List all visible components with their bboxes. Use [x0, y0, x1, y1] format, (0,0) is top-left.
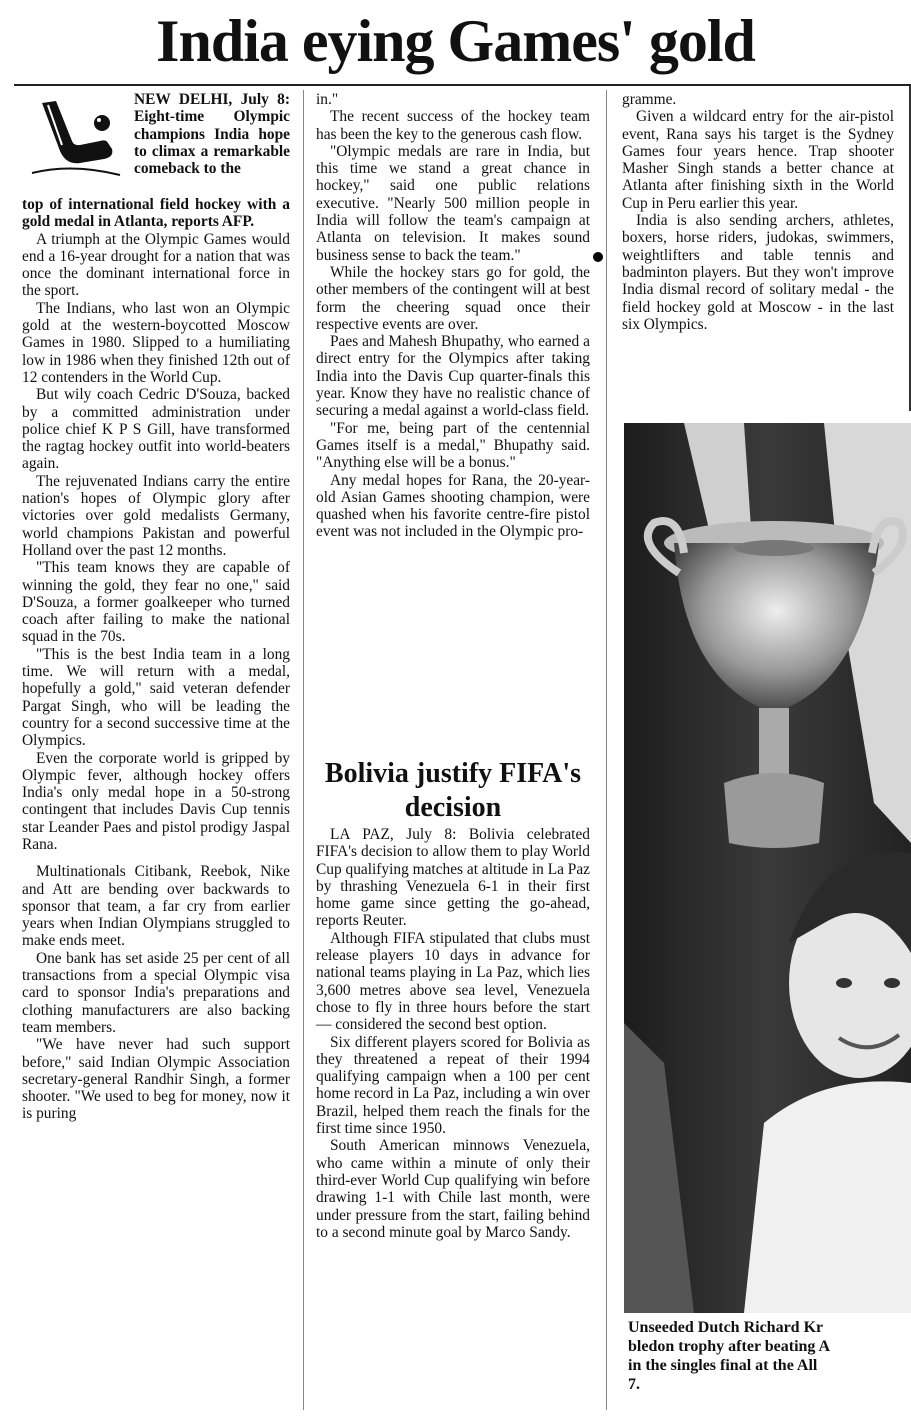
paragraph: "This is the best India team in a long time. We will return with a medal, hopefully a gold," said veteran defender Pargat Singh, who will be leading the country for a second successive time at the Olympics.	[22, 645, 290, 750]
trophy-photo	[624, 423, 911, 1313]
print-dot	[593, 252, 603, 262]
paragraph: Any medal hopes for Rana, the 20-year-old Asian Games shooting champion, were quashed when his favorite centre-fire pistol event was not included in the Olympic pro-	[316, 471, 590, 541]
paragraph: gramme.	[622, 91, 677, 108]
paragraph: The rejuvenated Indians carry the entire nation's hopes of Olympic glory after victories over gold medalists Germany, world champions Pakistan and powerful Holland over the past 12 months.	[22, 472, 290, 559]
story2-body	[316, 826, 590, 1241]
paragraph: Paes and Mahesh Bhupathy, who earned a direct entry for the Olympics after taking India into the Davis Cup quarter-finals this year. Know they have no realistic chance of securing a medal against a world-class field.	[316, 333, 590, 420]
paragraph: "For me, being part of the centennial Games itself is a medal," Bhupathy said. "Anything else will be a bonus."	[316, 419, 590, 472]
paragraph: LA PAZ, July 8: Bolivia celebrated FIFA's decision to allow them to play World Cup qualifying matches at altitude in La Paz by thrashing Venezuela 6-1 in their first home game since getting the go-ahead, reports Reuter.	[316, 826, 590, 930]
column-2	[316, 91, 590, 541]
column-3	[622, 91, 894, 333]
paragraph: Multinationals Citibank, Reebok, Nike and Att are bending over backwards to sponsor that team, a far cry from earlier years when Indian Olympians struggled to make ends meet.	[22, 863, 290, 950]
headline-rule	[14, 84, 911, 86]
lead-text: NEW DELHI, July 8: Eight-time Olympic champions India hope to climax a remarkable comeback to the	[134, 91, 290, 178]
paragraph: "Olympic medals are rare in India, but this time we stand a great chance in hockey," said one public relations executive. "Nearly 500 million people in India will follow the team's campaign at Atlanta on television. It makes sound business sense to back the team."	[316, 142, 590, 264]
column-rule	[606, 90, 607, 1410]
headline: India eying Games' gold	[156, 8, 755, 74]
caption-line: in the singles final at the All	[628, 1357, 818, 1374]
paragraph: Six different players scored for Bolivia as they threatened a repeat of their 1994 qualifying campaign when a 100 per cent home record in La Paz, including a win over Brazil, helped them reach the finals for the first time since 1950.	[316, 1033, 590, 1138]
paragraph: The recent success of the hockey team has been the key to the generous cash flow.	[316, 108, 590, 143]
paragraph: Although FIFA stipulated that clubs must release players 10 days in advance for national teams playing in La Paz, which lies 3,600 metres above sea level, Venezuela chose to fly in three hours before the start — considered the second best option.	[316, 929, 590, 1034]
hockey-stick-ball-icon	[22, 93, 127, 185]
story2-headline: Bolivia justify FIFA's decision	[324, 758, 582, 823]
caption-line: bledon trophy after beating A	[628, 1338, 831, 1355]
caption-line: 7.	[628, 1376, 640, 1393]
photo-caption	[628, 1318, 911, 1394]
paragraph: "This team knows they are capable of winning the gold, they fear no one," said D'Souza, a former goalkeeper who turned coach after failing to make the national squad in the 70s.	[22, 559, 290, 646]
paragraph: South American minnows Venezuela, who came within a minute of only their third-ever World Cup qualifying win before drawing 1-1 with Chile last month, were under pressure from the start, failing behind to a second minute goal by Marco Sandy.	[316, 1137, 590, 1241]
lead-paragraph	[134, 91, 290, 177]
caption-line: Unseeded Dutch Richard Kr	[628, 1319, 824, 1336]
paragraph: A triumph at the Olympic Games would end a 16-year drought for a nation that was once the dominant international force in the sport.	[22, 230, 290, 300]
paragraph: India is also sending archers, athletes, boxers, horse riders, judokas, swimmers, weightlifters and table tennis and badminton players. But they won't improve India dismal record of solitary medal - the field hockey gold at Moscow - in the last six Olympics.	[622, 212, 894, 333]
paragraph: in."	[316, 91, 339, 108]
paragraph: The Indians, who last won an Olympic gold at the western-boycotted Moscow Games in 1980. Slipped to a humiliating low in 1986 when they finished 12th out of 12 contenders in the World Cup.	[22, 299, 290, 386]
lead-continuation: top of international field hockey with a gold medal in Atlanta, reports AFP.	[22, 196, 290, 231]
column-rule	[303, 90, 304, 1410]
paragraph: One bank has set aside 25 per cent of all transactions from a special Olympic visa card to sponsor India's preparations and clothing manufacturers are also backing team members.	[22, 949, 290, 1036]
paragraph: Even the corporate world is gripped by Olympic fever, although hockey offers India's only medal hope in a 50-strong contingent that includes Davis Cup tennis star Leander Paes and pistol prodigy Jaspal Rana.	[22, 749, 290, 853]
paragraph: "We have never had such support before," said Indian Olympic Association secretary-general Randhir Singh, a former shooter. "We used to beg for money, now it is puring	[22, 1036, 290, 1123]
paragraph: While the hockey stars go for gold, the other members of the contingent will at best form the cheering squad once their respective events are over.	[316, 263, 590, 333]
paragraph: But wily coach Cedric D'Souza, backed by a committed administration under police chief K P S Gill, have transformed the ragtag hockey outfit into world-beaters again.	[22, 386, 290, 473]
column-1	[22, 196, 290, 1123]
paragraph: Given a wildcard entry for the air-pistol event, Rana says his target is the Sydney Games four years hence. Trap shooter Masher Singh stands a better chance at Atlanta after finishing sixth in the World Cup in Peru earlier this year.	[622, 108, 894, 212]
